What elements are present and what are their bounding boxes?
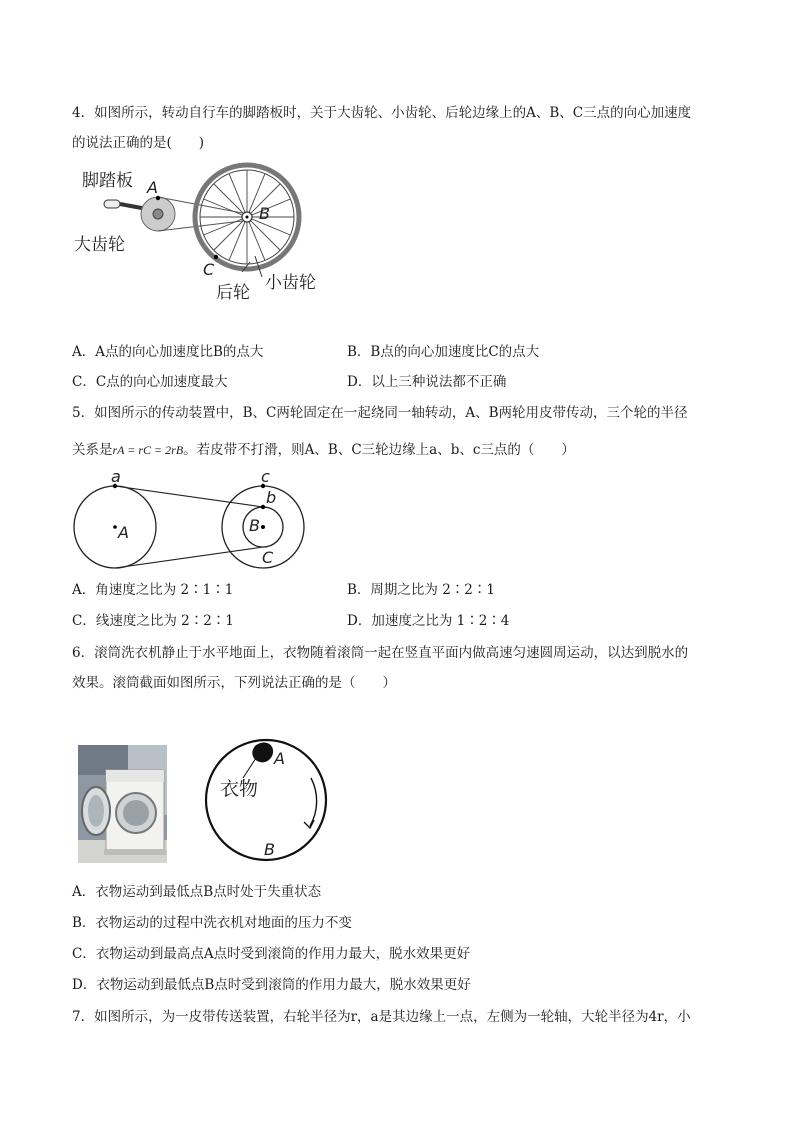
q4-option-d[interactable]: D．以上三种说法都不正确 bbox=[347, 374, 507, 390]
wheel-b-label: B bbox=[249, 516, 260, 535]
pedal-label: 脚踏板 bbox=[82, 171, 133, 191]
big-gear-label: 大齿轮 bbox=[74, 235, 125, 255]
q4-option-b[interactable]: B．B点的向心加速度比C的点大 bbox=[347, 344, 540, 360]
q6-drum-figure bbox=[200, 738, 340, 872]
q4-option-c[interactable]: C．C点的向心加速度最大 bbox=[72, 374, 228, 390]
q5-option-a[interactable]: A．角速度之比为 2∶1∶1 bbox=[72, 582, 234, 598]
point-b-label: B bbox=[264, 840, 275, 859]
q5-belt-figure bbox=[72, 470, 312, 579]
bicycle-drivetrain-diagram bbox=[72, 162, 342, 307]
q5-radius-formula: rA = rC = 2rB bbox=[112, 443, 184, 457]
point-c-dot bbox=[214, 255, 218, 259]
point-b-label: b bbox=[266, 488, 277, 507]
q4-option-a[interactable]: A．A点的向心加速度比B的点大 bbox=[72, 344, 264, 360]
small-gear-label: 小齿轮 bbox=[265, 273, 316, 293]
point-a-label: A bbox=[147, 178, 158, 197]
belt-drive-diagram bbox=[72, 470, 312, 575]
q5-stem-post: 。若皮带不打滑，则A、B、C三轮边缘上a、b、c三点的（ ） bbox=[183, 442, 575, 458]
q5-option-b[interactable]: B．周期之比为 2∶2∶1 bbox=[347, 582, 495, 598]
q4-stem-line1: 4．如图所示，转动自行车的脚踏板时，关于大齿轮、小齿轮、后轮边缘上的A、B、C三点的向心加速度 bbox=[72, 105, 692, 121]
q5-stem-line1: 5．如图所示的传动装置中，B、C两轮固定在一起绕同一轴转动，A、B两轮用皮带传动，三个轮的半径 bbox=[72, 405, 688, 421]
q6-option-c[interactable]: C．衣物运动到最高点A点时受到滚筒的作用力最大，脱水效果更好 bbox=[72, 946, 471, 962]
wheel-a-label: A bbox=[118, 523, 129, 542]
belt-bottom bbox=[115, 547, 263, 568]
belt-top bbox=[115, 486, 263, 507]
wheel-c-label: C bbox=[262, 548, 274, 567]
q4-stem-line2: 的说法正确的是( ) bbox=[72, 135, 205, 151]
point-c-label: C bbox=[203, 260, 215, 279]
point-b-dot bbox=[261, 505, 265, 509]
point-b-label: B bbox=[259, 204, 270, 223]
q5-option-c[interactable]: C．线速度之比为 2∶2∶1 bbox=[72, 613, 234, 629]
rotation-arrow bbox=[310, 778, 317, 826]
q6-stem-line2: 效果。滚筒截面如图所示，下列说法正确的是（ ） bbox=[72, 675, 396, 691]
q6-option-d[interactable]: D．衣物运动到最低点B点时受到滚筒的作用力最大，脱水效果更好 bbox=[72, 977, 471, 993]
q6-option-a[interactable]: A．衣物运动到最低点B点时处于失重状态 bbox=[72, 884, 322, 900]
rear-wheel-label: 后轮 bbox=[216, 283, 250, 303]
q6-option-b[interactable]: B．衣物运动的过程中洗衣机对地面的压力不变 bbox=[72, 915, 352, 931]
q7-stem-line1: 7．如图所示，为一皮带传送装置，右轮半径为r，a是其边缘上一点，左侧为一轮轴，大轮半径为4r，小 bbox=[72, 1009, 691, 1025]
washing-machine-image bbox=[78, 745, 167, 863]
pedal-shape bbox=[104, 200, 120, 208]
q6-stem-line1: 6．滚筒洗衣机静止于水平地面上，衣物随着滚筒一起在竖直平面内做高速匀速圆周运动，以达到脱水的 bbox=[72, 645, 689, 661]
drum-cross-section bbox=[200, 738, 340, 868]
washing-machine-photo bbox=[78, 745, 167, 863]
point-c-label: c bbox=[261, 470, 270, 486]
q4-bicycle-figure bbox=[72, 162, 342, 311]
q5-stem-line2 bbox=[72, 440, 575, 460]
point-a-label: a bbox=[111, 470, 121, 486]
q5-stem-pre: 关系是 bbox=[72, 442, 113, 458]
point-a-label: A bbox=[274, 749, 285, 768]
clothes-label: 衣物 bbox=[220, 778, 259, 800]
q5-option-d[interactable]: D．加速度之比为 1∶2∶4 bbox=[347, 613, 510, 629]
